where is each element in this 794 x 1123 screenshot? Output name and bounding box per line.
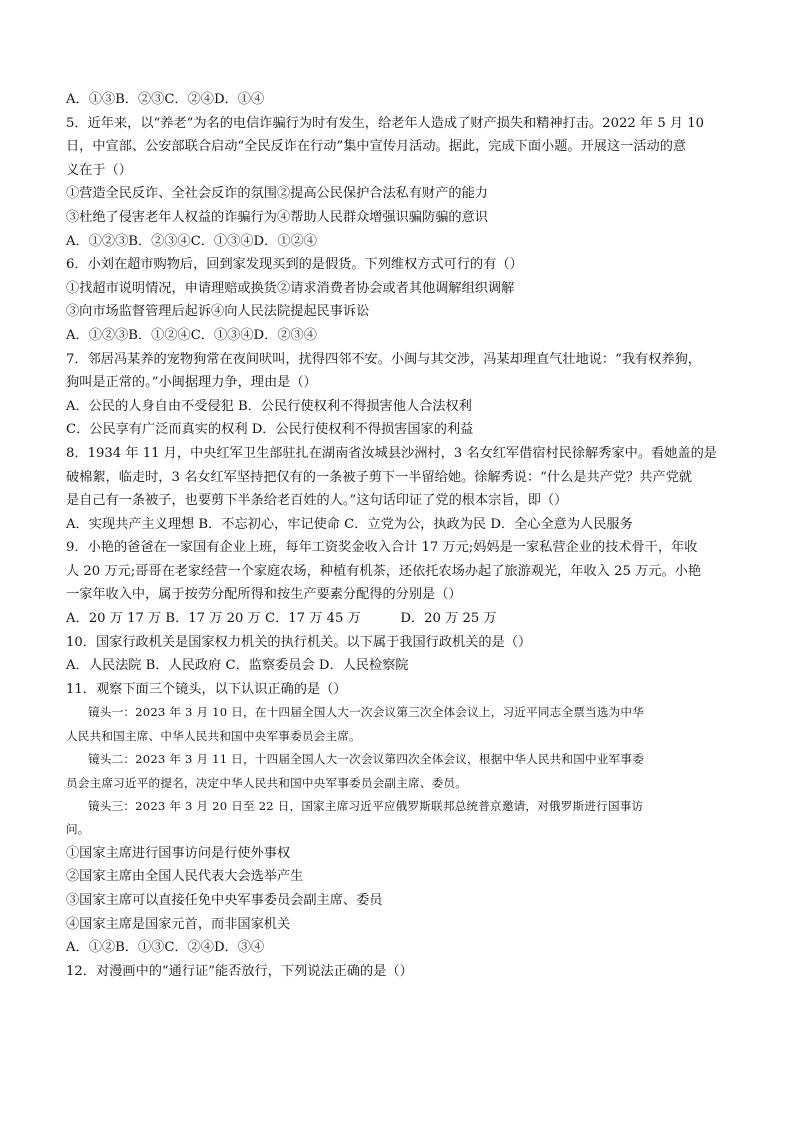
question-line: ③杜绝了侵害老年人权益的诈骗行为④帮助人民群众增强识骗防骗的意识 [66,209,488,225]
question-line: 7．邻居冯某养的宠物狗常在夜间吠叫，扰得四邻不安。小闽与其交涉，冯某却理直气壮地说：“我有权养狗， [66,351,701,367]
question-line: A．实现共产主义理想 B．不忘初心，牢记使命 C．立党为公，执政为民 D．全心全意为人民服务 [66,516,633,532]
question-line: 5．近年来，以“养老”为名的电信诈骗行为时有发生，给老年人造成了财产损失和精神打击。2022 年 5 月 10 [66,115,705,131]
scene-quote-line: 问。 [66,822,90,837]
question-line: ①营造全民反诈、全社会反诈的氛围②提高公民保护合法私有财产的能力 [66,186,488,202]
scene-quote-line: 镜头三：2023 年 3 月 20 日至 22 日，国家主席习近平应俄罗斯联邦总统普京邀请，对俄罗斯进行国事访 [88,799,644,814]
question-line: A．①③B．②③C．②④D．①④ [66,92,265,107]
question-line: 12．对漫画中的“通行证”能否放行，下列说法正确的是（） [66,963,413,979]
question-line: 11．观察下面三个镜头，以下认识正确的是（） [66,681,347,697]
question-line: 人 20 万元;哥哥在老家经营一个家庭农场，种植有机茶，还依托农场办起了旅游观光，年收入 25 万元。小艳 [66,563,702,579]
question-line: ①国家主席进行国事访问是行使外事权 [66,845,291,861]
question-line: C．公民享有广泛而真实的权利 D．公民行使权利不得损害国家的利益 [66,422,474,438]
question-line: 日，中宣部、公安部联合启动“全民反诈在行动”集中宣传月活动。据此，完成下面小题。开展这一活动的意 [66,139,687,155]
question-line: 是自己有一条被子，也要剪下半条给老百姓的人。”这句话印证了党的根本宗旨，即（） [66,493,568,509]
question-line: ③向市场监督管理后起诉④向人民法院提起民事诉讼 [66,304,370,320]
scene-quote-line: 员会主席习近平的提名，决定中华人民共和国中央军事委员会副主席、委员。 [66,775,467,790]
question-line: 狗叫是正常的。”小闽据理力争，理由是（） [66,375,317,391]
question-line: A．①②③B．①②④C．①③④D．②③④ [66,327,317,343]
question-line: 9．小艳的爸爸在一家国有企业上班，每年工资奖金收入合计 17 万元;妈妈是一家私营企业的技术骨干，年收 [66,540,698,556]
question-line: A．公民的人身自由不受侵犯 B．公民行使权利不得损害他人合法权利 [66,398,472,414]
question-line: A．①②B．①③C．②④D．③④ [66,940,265,956]
scene-quote-line: 镜头一：2023 年 3 月 10 日，在十四届全国人大一次会议第三次全体会议上，习近平同志全票当选为中华 [88,705,645,720]
question-line: A．人民法院 B．人民政府 C．监察委员会 D．人民检察院 [66,658,409,674]
question-line: ③国家主席可以直接任免中央军事委员会副主席、委员 [66,893,383,909]
question-line: ①找超市说明情况，申请理赔或换货②请求消费者协会或者其他调解组织调解 [66,280,515,296]
question-line: A．20 万 17 万 B．17 万 20 万 C．17 万 45 万 D．20 万 25 万 [66,611,497,627]
question-line: A．①②③B．②③④C．①③④D．①②④ [66,233,317,249]
exam-page [66,88,736,983]
question-line: ④国家主席是国家元首，而非国家机关 [66,916,291,932]
scene-quote-line: 人民共和国主席、中华人民共和国中央军事委员会主席。 [66,728,361,743]
question-line: 10．国家行政机关是国家权力机关的执行机关。以下属于我国行政机关的是（） [66,634,532,650]
question-line: 一家年收入中，属于按劳分配所得和按生产要素分配得的分别是（） [66,587,462,603]
question-line: 破棉絮，临走时，3 名女红军坚持把仅有的一条被子剪下一半留给她。徐解秀说：“什么是共产党？共产党就 [66,469,692,485]
question-line: ②国家主席由全国人民代表大会选举产生 [66,869,304,885]
scene-quote-line: 镜头二：2023 年 3 月 11 日，十四届全国人大一次会议第四次全体会议，根据中华人民共和国中业军事委 [88,752,645,767]
question-line: 6．小刘在超市购物后，回到家发现买到的是假货。下列维权方式可行的有（） [66,257,523,273]
question-line: 8．1934 年 11 月，中央红军卫生部驻扎在湖南省汝城县沙洲村，3 名女红军借宿村民徐解秀家中。看她盖的是 [66,445,717,461]
question-line: 义在于（） [66,162,132,178]
